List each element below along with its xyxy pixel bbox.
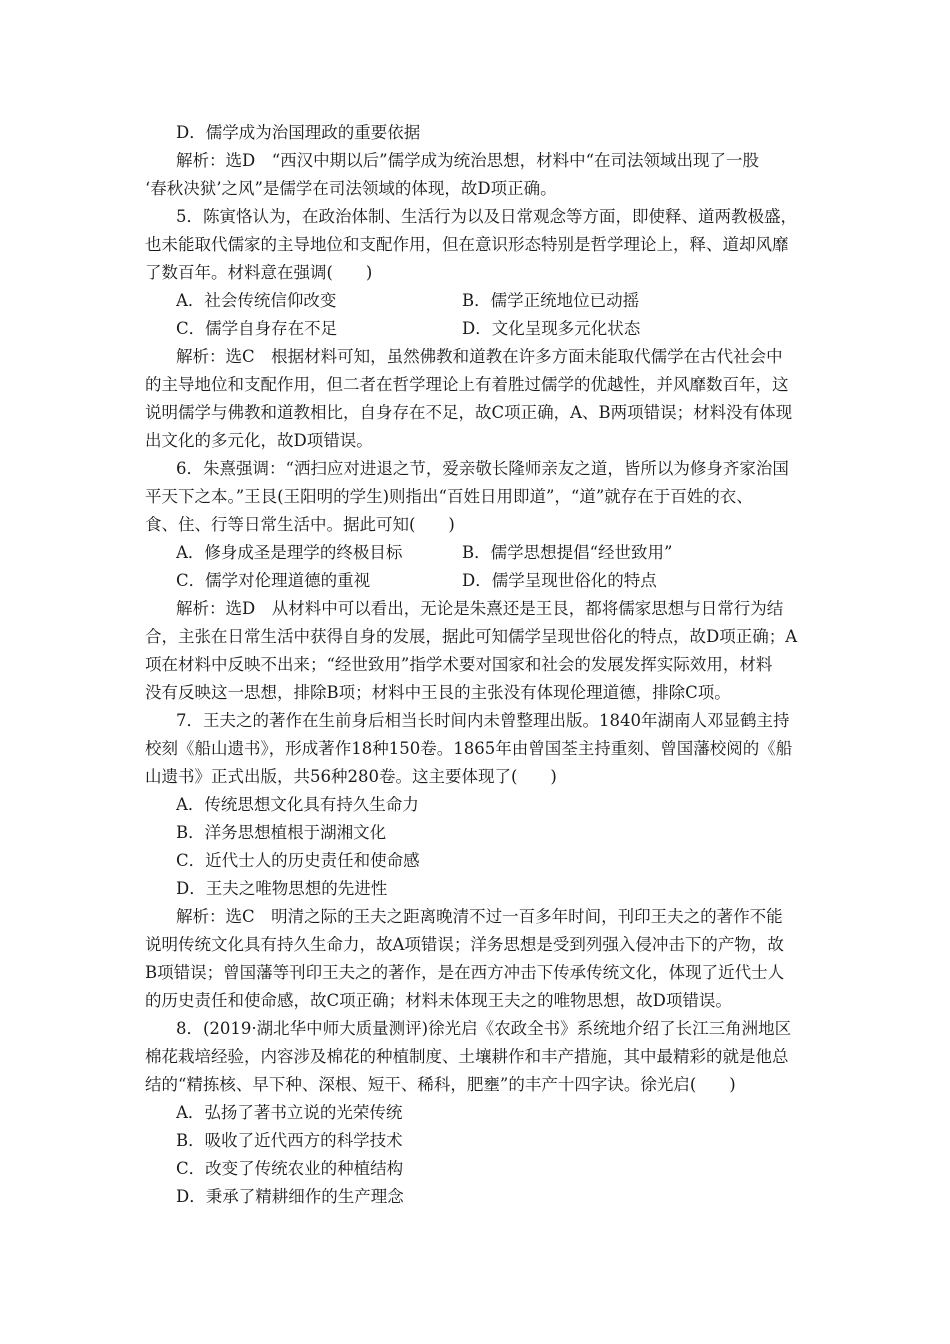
analysis-q7-line4: 的历史责任和使命感，故C项正确；材料未体现王夫之的唯物思想，故D项错误。	[145, 991, 732, 1010]
option-d-q4: D．儒学成为治国理政的重要依据	[176, 123, 421, 142]
analysis-q7-line1: 解析：选C 明清之际的王夫之距离晚清不过一百多年时间，刊印王夫之的著作不能	[176, 907, 783, 926]
analysis-q4-line1: 解析：选D “西汉中期以后”儒学成为统治思想，材料中“在司法领域出现了一股	[176, 151, 760, 170]
analysis-q4-line2: ‘春秋决狱’之风”是儒学在司法领域的体现，故D项正确。	[145, 179, 557, 198]
option-a-q8: A．弘扬了著书立说的光荣传统	[176, 1103, 403, 1122]
option-d-q8: D．秉承了精耕细作的生产理念	[176, 1187, 404, 1206]
option-c-q6: C．儒学对伦理道德的重视	[176, 571, 371, 590]
question-7-line1: 7．王夫之的著作在生前身后相当长时间内未曾整理出版。1840年湖南人邓显鹤主持	[176, 711, 790, 730]
question-7-line3: 山遗书》正式出版，共56种280卷。这主要体现了( )	[145, 767, 557, 786]
question-8-line1: 8．(2019·湖北华中师大质量测评)徐光启《农政全书》系统地介绍了长江三角洲地区	[176, 1019, 792, 1038]
question-5-line1: 5．陈寅恪认为，在政治体制、生活行为以及日常观念等方面，即使释、道两教极盛，	[176, 207, 797, 226]
option-b-q6: B．儒学思想提倡“经世致用”	[462, 543, 673, 562]
analysis-q5-line1: 解析：选C 根据材料可知，虽然佛教和道教在许多方面未能取代儒学在古代社会中	[176, 347, 783, 366]
option-c-q8: C．改变了传统农业的种植结构	[176, 1159, 404, 1178]
analysis-q6-line3: 项在材料中反映不出来；“经世致用”指学术要对国家和社会的发展发挥实际效用，材料	[145, 655, 773, 674]
option-a-q6: A．修身成圣是理学的终极目标	[176, 543, 403, 562]
question-5-line3: 了数百年。材料意在强调( )	[145, 263, 373, 282]
option-c-q7: C．近代士人的历史责任和使命感	[176, 851, 420, 870]
question-5-line2: 也未能取代儒家的主导地位和支配作用，但在意识形态特别是哲学理论上，释、道却风靡	[145, 235, 789, 254]
question-6-line3: 食、住、行等日常生活中。据此可知( )	[145, 515, 455, 534]
analysis-q7-line3: B项错误；曾国藩等刊印王夫之的著作，是在西方冲击下传承传统文化，体现了近代士人	[145, 963, 785, 982]
analysis-q6-line4: 没有反映这一思想，排除B项；材料中王艮的主张没有体现伦理道德，排除C项。	[145, 683, 731, 702]
option-b-q7: B．洋务思想植根于湖湘文化	[176, 823, 387, 842]
analysis-q6-line1: 解析：选D 从材料中可以看出，无论是朱熹还是王艮，都将儒家思想与日常行为结	[176, 599, 784, 618]
analysis-q7-line2: 说明传统文化具有持久生命力，故A项错误；洋务思想是受到列强入侵冲击下的产物，故	[145, 935, 784, 954]
option-a-q7: A．传统思想文化具有持久生命力	[176, 795, 419, 814]
question-8-line2: 棉花栽培经验，内容涉及棉花的种植制度、土壤耕作和丰产措施，其中最精彩的就是他总	[145, 1047, 789, 1066]
question-7-line2: 校刻《船山遗书》，形成著作18种150卷。1865年由曾国荃主持重刻、曾国藩校阅的《船	[145, 739, 793, 758]
option-b-q5: B．儒学正统地位已动摇	[462, 291, 640, 310]
option-d-q6: D．儒学呈现世俗化的特点	[462, 571, 657, 590]
option-c-q5: C．儒学自身存在不足	[176, 319, 338, 338]
option-d-q7: D．王夫之唯物思想的先进性	[176, 879, 388, 898]
question-8-line3: 结的“精拣核、早下种、深根、短干、稀科，肥壅”的丰产十四字诀。徐光启( )	[145, 1075, 736, 1094]
analysis-q5-line2: 的主导地位和支配作用，但二者在哲学理论上有着胜过儒学的优越性，并风靡数百年，这	[145, 375, 789, 394]
option-b-q8: B．吸收了近代西方的科学技术	[176, 1131, 403, 1150]
question-6-line2: 平天下之本。”王艮(王阳明的学生)则指出“百姓日用即道”，“道”就存在于百姓的衣、	[145, 487, 753, 506]
analysis-q6-line2: 合，主张在日常生活中获得自身的发展，据此可知儒学呈现世俗化的特点，故D项正确；A	[145, 627, 798, 646]
analysis-q5-line4: 出文化的多元化，故D项错误。	[145, 431, 373, 450]
question-6-line1: 6．朱熹强调：“洒扫应对进退之节，爱亲敬长隆师亲友之道，皆所以为修身齐家治国	[176, 459, 789, 478]
option-a-q5: A．社会传统信仰改变	[176, 291, 337, 310]
option-d-q5: D．文化呈现多元化状态	[462, 319, 641, 338]
analysis-q5-line3: 说明儒学与佛教和道教相比，自身存在不足，故C项正确，A、B两项错误；材料没有体现	[145, 403, 793, 422]
